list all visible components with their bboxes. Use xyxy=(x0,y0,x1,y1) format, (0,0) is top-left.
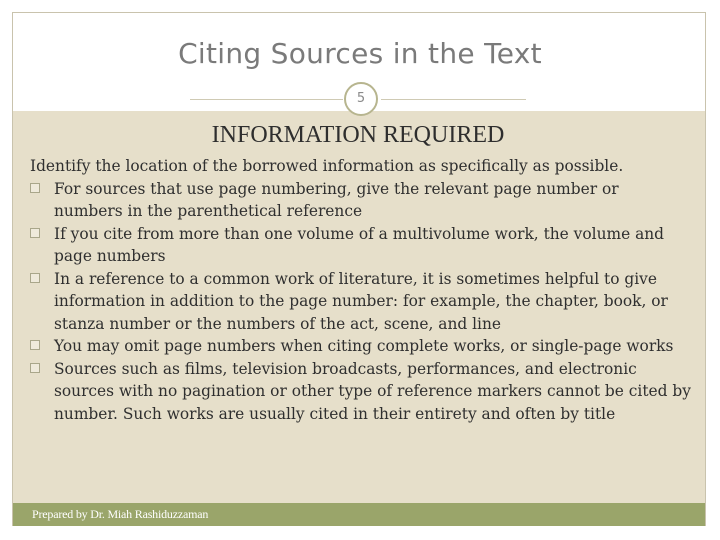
bullet-text: If you cite from more than one volume of a multivolume work, the volume and page numbers xyxy=(54,224,665,265)
bullet-item xyxy=(30,335,692,358)
section-heading: INFORMATION REQUIRED xyxy=(211,122,505,148)
title-divider-left xyxy=(190,99,343,100)
bullet-text: Sources such as films, television broadcasts, performances, and electronic sources with no pagination or other type of reference markers cannot be cited by number. Such works are usually cited in their entirety and often by title xyxy=(54,359,691,423)
bullet-text: For sources that use page numbering, give the relevant page number or numbers in the parenthetical reference xyxy=(54,179,619,220)
title-divider-right xyxy=(381,99,526,100)
page-number-badge: 5 xyxy=(344,82,378,116)
bullet-list xyxy=(30,178,692,426)
slide-title: Citing Sources in the Text xyxy=(178,37,542,70)
content-body xyxy=(30,155,692,425)
square-bullet-icon xyxy=(30,228,40,238)
bullet-item xyxy=(30,223,692,268)
bullet-item xyxy=(30,358,692,426)
square-bullet-icon xyxy=(30,340,40,350)
lead-sentence: Identify the location of the borrowed information as specifically as possible. xyxy=(30,157,624,175)
bullet-text: You may omit page numbers when citing complete works, or single-page works xyxy=(54,337,674,355)
bullet-item xyxy=(30,268,692,336)
square-bullet-icon xyxy=(30,363,40,373)
footer-credit: Prepared by Dr. Miah Rashiduzzaman xyxy=(32,507,209,521)
square-bullet-icon xyxy=(30,273,40,283)
bullet-item xyxy=(30,178,692,223)
square-bullet-icon xyxy=(30,183,40,193)
bullet-text: In a reference to a common work of literature, it is sometimes helpful to give information in addition to the page number: for example, the chapter, book, or stanza number or the numbers of the act, scene, and line xyxy=(54,269,668,333)
